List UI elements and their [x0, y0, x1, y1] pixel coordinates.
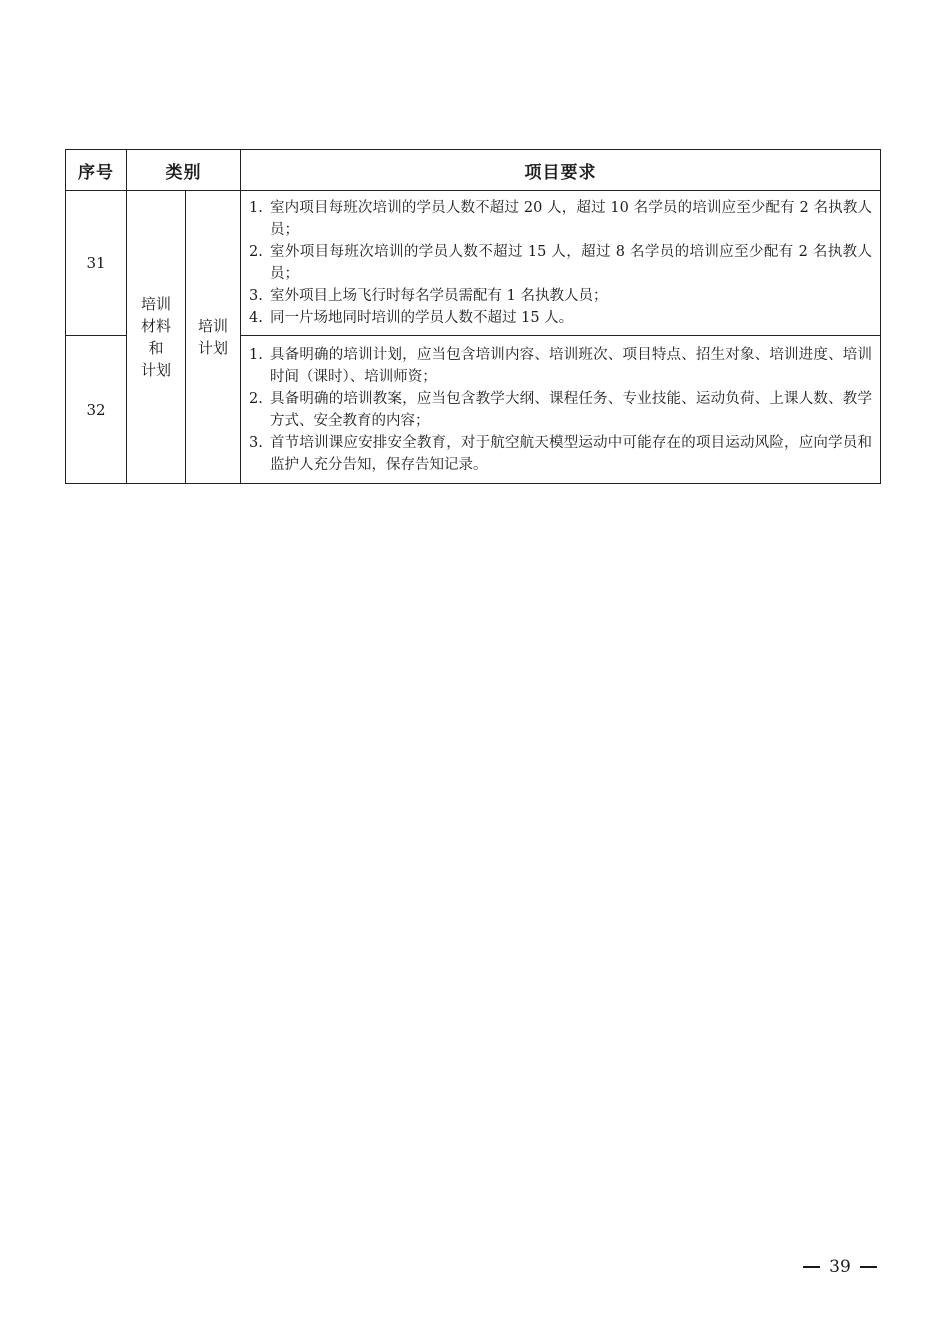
category-main-line: 计划	[140, 361, 171, 379]
requirements-table	[65, 149, 881, 484]
item-text: 具备明确的培训计划，应当包含培训内容、培训班次、项目特点、招生对象、培训进度、培训时间（课时）、培训师资；	[270, 346, 872, 385]
item-text: 首节培训课应安排安全教育，对于航空航天模型运动中可能存在的项目运动风险，应向学员和监护人充分告知，保存告知记录。	[270, 434, 872, 473]
requirement-cell	[241, 336, 881, 484]
category-main-line: 和	[148, 339, 164, 357]
category-main-line: 培训	[140, 295, 171, 313]
requirement-item	[249, 307, 872, 329]
item-number: 3.	[249, 288, 263, 304]
page-number-text: 39	[829, 1257, 851, 1277]
category-main-cell	[127, 191, 186, 484]
table-row	[66, 191, 881, 336]
item-text: 室外项目每班次培训的学员人数不超过 15 人，超过 8 名学员的培训应至少配有 2 名执教人员；	[270, 244, 872, 282]
requirement-cell	[241, 191, 881, 336]
category-main-line: 材料	[140, 317, 171, 335]
item-text: 室外项目上场飞行时每名学员需配有 1 名执教人员；	[270, 288, 608, 304]
page-number	[800, 1255, 880, 1279]
category-sub-line: 计划	[197, 339, 228, 357]
header-requirement: 项目要求	[241, 150, 881, 191]
requirement-item	[249, 241, 872, 285]
item-number: 2.	[249, 390, 263, 407]
header-category: 类别	[127, 150, 241, 191]
dash-right	[860, 1266, 877, 1268]
requirement-item	[249, 344, 872, 388]
row-number: 31	[66, 191, 127, 336]
requirement-item	[249, 285, 872, 307]
item-text: 具备明确的培训教案，应当包含教学大纲、课程任务、专业技能、运动负荷、上课人数、教学方式、安全教育的内容；	[270, 390, 872, 429]
item-number: 2.	[249, 244, 263, 260]
category-sub-line: 培训	[197, 317, 228, 335]
requirement-item	[249, 388, 872, 432]
requirement-item	[249, 432, 872, 476]
requirement-item	[249, 197, 872, 241]
item-number: 1.	[249, 346, 263, 363]
item-number: 4.	[249, 310, 263, 326]
table-header-row	[66, 150, 881, 191]
item-text: 同一片场地同时培训的学员人数不超过 15 人。	[270, 310, 574, 326]
dash-left	[803, 1266, 820, 1268]
header-number: 序号	[66, 150, 127, 191]
item-number: 3.	[249, 434, 263, 451]
row-number: 32	[66, 336, 127, 484]
item-text: 室内项目每班次培训的学员人数不超过 20 人，超过 10 名学员的培训应至少配有 2 名执教人员；	[270, 200, 872, 238]
item-number: 1.	[249, 200, 263, 216]
category-sub-cell	[186, 191, 241, 484]
